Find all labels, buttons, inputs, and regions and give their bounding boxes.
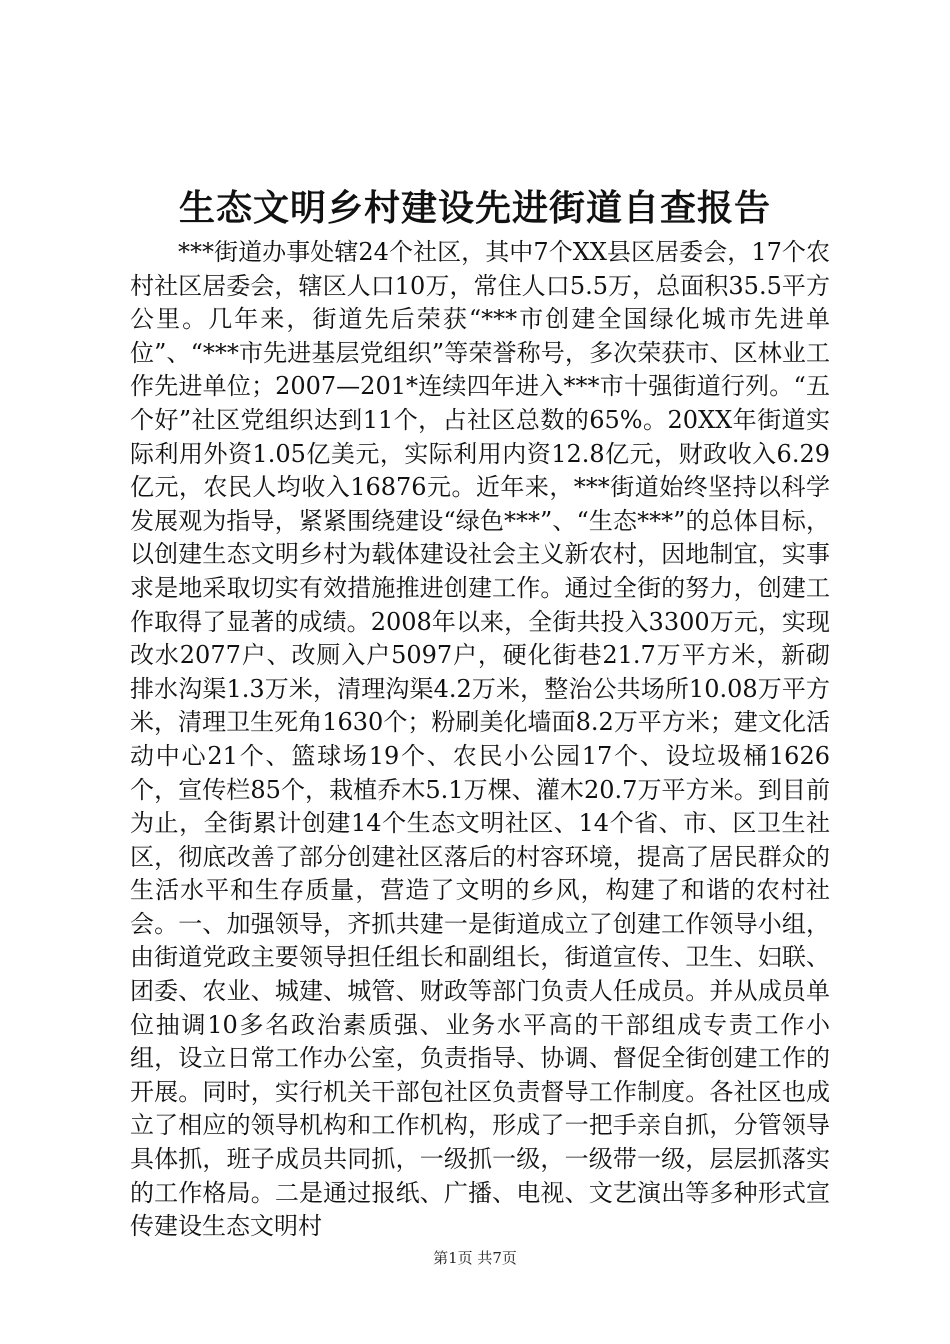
page-number-footer: 第1页 共7页	[433, 1249, 517, 1267]
document-body-paragraph: ***街道办事处辖24个社区，其中7个XX县区居委会，17个农村社区居委会，辖区人口10万，常住人口5.5万，总面积35.5平方公里。几年来，街道先后荣获“***市创建全国绿化城市先进单位”、“***市先进基层党组织”等荣誉称号，多次荣获市、区林业工作先进单位；2007—201*连续四年进入***市十强街道行列。“五个好”社区党组织达到11个，占社区总数的65%。20XX年街道实际利用外资1.05亿美元，实际利用内资12.8亿元，财政收入6.29亿元，农民人均收入16876元。近年来，***街道始终坚持以科学发展观为指导，紧紧围绕建设“绿色***”、“生态***”的总体目标，以创建生态文明乡村为载体建设社会主义新农村，因地制宜，实事求是地采取切实有效措施推进创建工作。通过全街的努力，创建工作取得了显著的成绩。2008年以来，全街共投入3300万元，实现改水2077户、改厕入户5097户，硬化街巷21.7万平方米，新砌排水沟渠1.3万米，清理沟渠4.2万米，整治公共场所10.08万平方米，清理卫生死角1630个；粉刷美化墙面8.2万平方米；建文化活动中心21个、篮球场19个、农民小公园17个、设垃圾桶1626个，宣传栏85个，栽植乔木5.1万棵、灌木20.7万平方米。到目前为止，全街累计创建14个生态文明社区、14个省、市、区卫生社区，彻底改善了部分创建社区落后的村容环境，提高了居民群众的生活水平和生存质量，营造了文明的乡风，构建了和谐的农村社会。一、加强领导，齐抓共建一是街道成立了创建工作领导小组，由街道党政主要领导担任组长和副组长，街道宣传、卫生、妇联、团委、农业、城建、城管、财政等部门负责人任成员。并从成员单位抽调10多名政治素质强、业务水平高的干部组成专责工作小组，设立日常工作办公室，负责指导、协调、督促全街创建工作的开展。同时，实行机关干部包社区负责督导工作制度。各社区也成立了相应的领导机构和工作机构，形成了一把手亲自抓，分管领导具体抓，班子成员共同抓，一级抓一级，一级带一级，层层抓落实的工作格局。二是通过报纸、广播、电视、文艺演出等多种形式宣传建设生态文明村	[130, 238, 830, 1241]
document-title: 生态文明乡村建设先进街道自查报告	[178, 187, 771, 229]
